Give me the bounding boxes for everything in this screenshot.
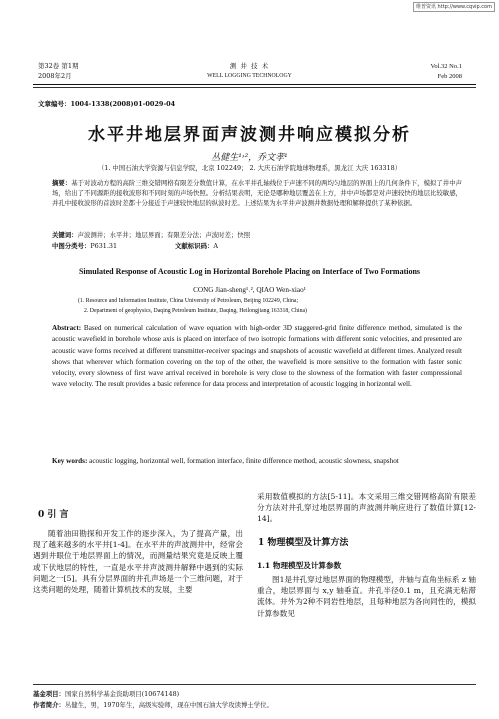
affiliation-cn: （1. 中国石油大学资源与信息学院，北京 102249； 2. 大庆石油学院地球物理系，黑龙江 大庆 163318） [97,164,402,172]
paper-title-en: Simulated Response of Acoustic Log in Horizontal Borehole Placing on Interface of Two Formations [78,267,421,276]
authors-en: CONG Jian-sheng¹˒², QIAO Wen-xiao¹ [193,286,306,294]
affiliation-en-1: (1. Resource and Information Institute, China University of Petroleum, Beijing 102249, China; [78,298,299,304]
section-1-heading: 1 物理模型及计算方法 [258,538,349,548]
header-rule-thin [33,87,476,88]
affiliation-en-2: 2. Department of geophysics, Daqing Petroleum Institute, Daqing, Heilongjiang 163318, China) [84,308,307,314]
journal-date: 2008年2月 [38,72,72,80]
journal-name-cn: 测 井 技 术 [229,62,270,70]
abstract-en-text: Based on numerical calculation of wave equation with high-order 3D staggered-grid finite difference method, simulated is the acoustic wavefield in borehole whose axis is placed on interface of two isotropic formations with different sonic velocities, and presented are acoustic wave forms received at different transmitter-receiver spacings and snapshots of acoustic wavefield at different times. Analyzed result shows that wherever which formation covering on the top of the other, the wavefield is more sensitive to the formation with faster sonic velocity, every slowness of first wave arrival received in borehole is very close to the slowness of the formation with faster compressional wave velocity. The result provides a basic reference for data process and interpretation of acoustic logging in horizontal well. [52,324,462,389]
fund-text: 国家自然科学基金资助项目(10674148) [64,690,180,698]
journal-volume: 第32卷 第1期 [38,62,79,70]
keywords-cn-text: 声波测井；水平井；地层界面；有限差分法；声波时差；快照 [77,231,251,239]
class-value: P631.31 [90,242,118,250]
keywords-en [52,456,462,480]
section-0-text: 随着油田勘探和开发工作的逐步深入，为了提高产量，出现了越来越多的水平井[1-4]。在水平井的声波测井中，经常会遇到井眼位于地层界面上的情况，而测量结果究竟是反映上覆或下伏地层的特性，一直是水平井声波测井解释中遇到的实际问题之一[5]。具有分层界面的井孔声场是一个三维问题，对于这类问题的处理，随着计算机技术的发展，主要 [33,529,243,595]
author-bio-label: 作者简介： [33,701,65,709]
class-label: 中图分类号： [52,242,91,250]
footnote-rule [33,684,476,685]
keywords-cn [52,230,462,240]
subsection-1-1-text: 图1是井孔穿过地层界面的物理模型，井轴与直角坐标系 z 轴重合，地层界面与 x,y 轴垂直。井孔半径0.1 m，且充满无粘滞流体。井外为2种不同岩性地层，且每种地层为各向同性的，模拟计算参数见 [257,575,476,618]
journal-volume-en: Vol.32 No.1 [430,63,462,70]
keywords-en-label: Key words: [52,457,88,465]
watermark: 维普资讯 http://www.cqvip.com [413,2,495,12]
abstract-en-label: Abstract: [52,324,82,332]
doc-code-label: 文献标识码： [175,242,214,250]
classification-cn [52,241,462,251]
intro-continuation: 采用数值模拟的方法[5-11]。本文采用三维交错网格高阶有限差分方法对井孔穿过地层界面的声波测井响应进行了数值计算[12-14]。 [257,492,476,524]
subsection-1-1-heading: 1.1 物理模型及计算参数 [257,561,342,570]
keywords-cn-label: 关键词： [52,231,78,239]
abstract-en [52,323,462,455]
abstract-cn-text: 基于对波动方程的高阶三维交错网格有限差分数值计算，在水平井孔轴线位于声速不同的两均匀地层的界面上的几何条件下，模拟了井中声场，给出了不同源距的接收波形和不同时刻的声场快照。分析结果表明，无论是哪种地层覆盖在上方，井中声场都是对声速较快的地层比较敏感，并孔中接收波形的首波时差都十分接近于声速较快地层的纵波时差。上述结果为水平井声波测井数据处理和解释提供了某种依据。 [52,179,463,207]
authors-cn: 丛健生¹˒²，乔文孝¹ [211,153,288,163]
fund-label: 基金项目： [33,690,65,698]
article-number: 文章编号：1004-1338(2008)01-0029-04 [38,100,176,108]
paper-title-cn: 水平井地层界面声波测井响应模拟分析 [88,125,411,145]
abstract-cn [52,178,462,228]
journal-date-en: Feb 2008 [437,73,462,80]
doc-code-value: A [213,242,218,250]
journal-name-en: WELL LOGGING TECHNOLOGY [207,73,292,79]
header-rule [33,84,476,85]
footnote-fund [33,689,476,699]
abstract-cn-label: 摘要： [52,179,72,187]
section-0-heading: 0 引 言 [38,510,69,520]
footnote-author [33,700,476,710]
keywords-en-text: acoustic logging, horizontal well, formation interface, finite difference method, acoustic slowness, snapshot [87,457,399,465]
author-bio-text: 丛健生，男，1970年生，高级实验师，现在中国石油大学攻读博士学位。 [64,701,273,709]
